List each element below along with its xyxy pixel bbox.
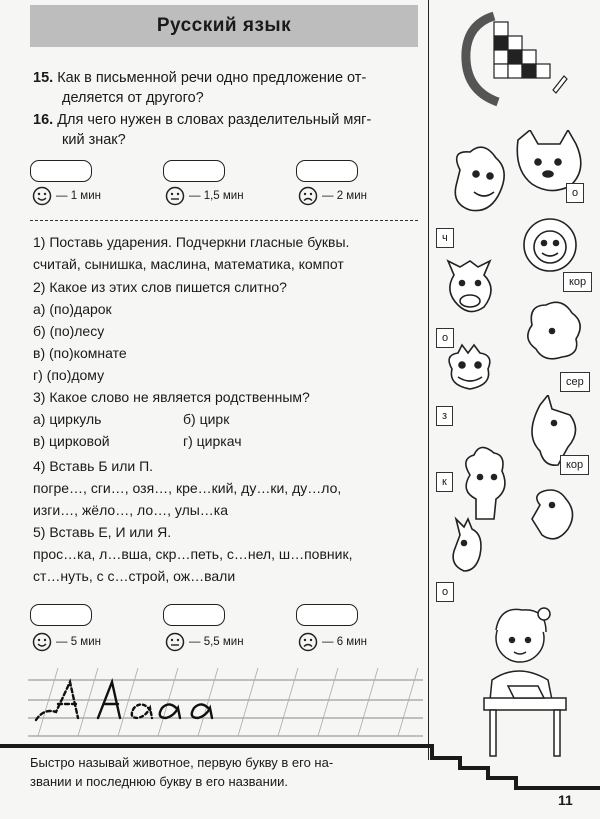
task-5-line2: ст…нуть, с с…строй, ож…вали	[33, 568, 236, 584]
question-15-line1: Как в письменной речи одно предложение от-	[57, 70, 367, 86]
page-number: 11	[558, 792, 573, 808]
answer-box-sad-2[interactable]	[296, 604, 358, 626]
question-16-number: 16.	[33, 112, 54, 128]
task-2-title: 2) Какое из этих слов пишется слитно?	[33, 279, 287, 295]
footer-instruction	[30, 753, 400, 791]
letter-tag: о	[566, 183, 584, 203]
answer-box-neutral-2[interactable]	[163, 604, 225, 626]
answer-box-happy[interactable]	[30, 160, 92, 182]
letter-tag: о	[436, 582, 454, 602]
question-16	[33, 110, 371, 130]
time-neutral-label-2: — 5,5 мин	[189, 636, 244, 648]
happy-face-icon	[32, 186, 52, 206]
task-3-option-b: б) цирк	[183, 411, 230, 427]
letter-tag: з	[436, 406, 453, 426]
question-16-line1: Для чего нужен в словах разделительный мяг-	[57, 112, 372, 128]
stair-decoration	[458, 766, 488, 770]
happy-face-icon	[32, 632, 52, 652]
neutral-face-icon	[165, 186, 185, 206]
task-1-words: считай, сынишка, маслина, математика, компот	[33, 256, 344, 272]
time-neutral-label: — 1,5 мин	[189, 190, 244, 202]
question-15	[33, 68, 366, 88]
task-3-option-v: в) цирковой	[33, 433, 110, 449]
footer-divider	[0, 744, 434, 748]
letter-tag: кор	[563, 272, 592, 292]
question-15-line2: деляется от другого?	[62, 90, 204, 106]
stair-decoration	[430, 756, 460, 760]
answer-box-sad[interactable]	[296, 160, 358, 182]
task-3-title: 3) Какое слово не является родственным?	[33, 389, 310, 405]
footer-line2: звании и последнюю букву в его названии.	[30, 774, 288, 789]
stair-decoration	[486, 776, 516, 780]
time-happy-label-2: — 5 мин	[56, 636, 101, 648]
task-2-option-b: б) (по)лесу	[33, 323, 105, 339]
letter-tag: о	[436, 328, 454, 348]
dashed-divider	[30, 220, 418, 221]
letter-tag: сер	[560, 372, 590, 392]
task-4-line1: погре…, сги…, озя…, кре…кий, ду…ки, ду…ло,	[33, 480, 342, 496]
task-2-option-a: а) (по)дарок	[33, 301, 112, 317]
handwriting-practice	[28, 668, 423, 740]
goat-giraffe-goose-illustration	[440, 395, 590, 595]
neutral-face-icon	[165, 632, 185, 652]
task-5-line1: прос…ка, л…вша, скр…петь, с…нел, ш…повник,	[33, 546, 353, 562]
task-3-option-g: г) циркач	[183, 433, 242, 449]
question-16-line2: кий знак?	[62, 132, 126, 148]
time-sad-label-2: — 6 мин	[322, 636, 367, 648]
task-2-option-v: в) (по)комнате	[33, 345, 127, 361]
footer-line1: Быстро называй животное, первую букву в его на-	[30, 755, 334, 770]
time-happy-label: — 1 мин	[56, 190, 101, 202]
grid-puzzle-icon	[458, 10, 568, 110]
task-2-option-g: г) (по)дому	[33, 367, 105, 383]
column-divider	[428, 0, 429, 760]
task-5-title: 5) Вставь Е, И или Я.	[33, 524, 172, 540]
task-4-line2: изги…, жёло…, ло…, улы…ка	[33, 502, 229, 518]
task-4-title: 4) Вставь Б или П.	[33, 458, 154, 474]
answer-box-neutral[interactable]	[163, 160, 225, 182]
time-sad-label: — 2 мин	[322, 190, 367, 202]
letter-tag: ч	[436, 228, 454, 248]
sad-face-icon	[298, 186, 318, 206]
page-title: Русский язык	[156, 15, 292, 36]
letter-tag: к	[436, 472, 453, 492]
answer-box-happy-2[interactable]	[30, 604, 92, 626]
letter-tag: кор	[560, 455, 589, 475]
sad-face-icon	[298, 632, 318, 652]
girl-at-desk-illustration	[478, 600, 573, 760]
task-3-option-a: а) циркуль	[33, 411, 102, 427]
question-15-number: 15.	[33, 70, 54, 86]
stair-decoration	[514, 786, 600, 790]
task-1-title: 1) Поставь ударения. Подчеркни гласные буквы.	[33, 234, 350, 250]
